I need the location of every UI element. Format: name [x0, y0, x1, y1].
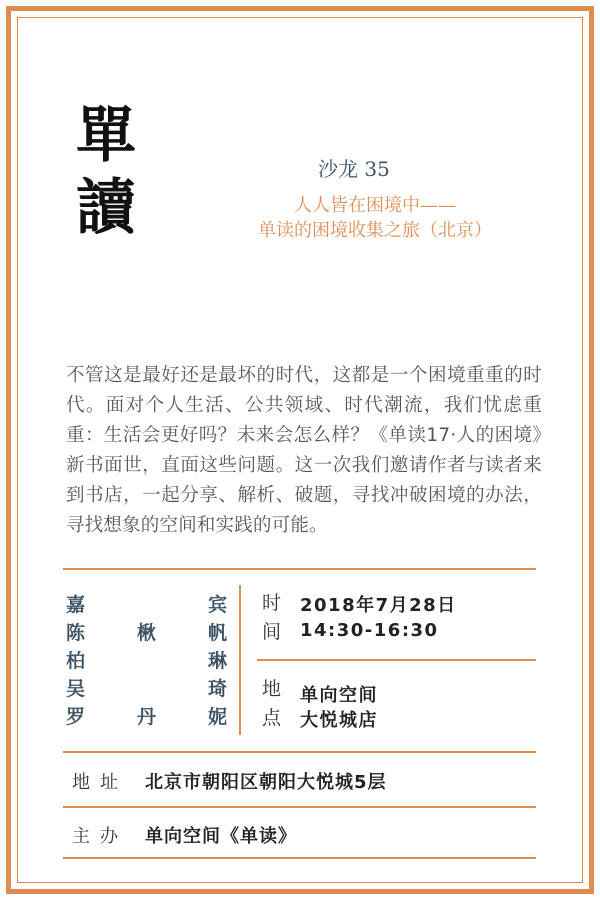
venue-branch: 大悦城店 [300, 710, 378, 731]
organizer-label: 主办 [72, 826, 128, 847]
event-date: 2018年7月28日 [300, 595, 457, 616]
guest-char: 陈 [66, 622, 86, 644]
guest-label [66, 590, 228, 618]
event-title [210, 193, 540, 243]
guest-char: 楸 [137, 622, 157, 644]
time-label [262, 589, 284, 647]
guest-char: 罗 [66, 706, 86, 728]
logo-char-1: 單 [76, 101, 136, 171]
intro-paragraph: 不管这是最好还是最坏的时代，这都是一个困境重重的时代。面对个人生活、公共领域、时代潮流，我们忧虑重重：生活会更好吗？未来会怎么样？《单读17·人的困境》新书面世，直面这些问题。这一次我们邀请作者与读者来到书店，一起分享、解析、破题，寻找冲破困境的办法，寻找想象的空间和实践的可能。 [66, 365, 542, 536]
logo-char-2: 讀 [76, 173, 136, 243]
guest-char: 琦 [208, 678, 228, 700]
organizer-value: 单向空间《单读》 [145, 826, 297, 847]
guest-char: 嘉 [66, 594, 86, 616]
place-label-text: 地点 [262, 678, 282, 729]
guest-char: 宾 [208, 594, 228, 616]
event-hours: 14:30-16:30 [300, 620, 439, 641]
time-label-text: 时间 [262, 592, 282, 643]
divider-address [63, 751, 536, 753]
guest-char: 妮 [208, 706, 228, 728]
guest-char: 吴 [66, 678, 86, 700]
divider-bottom [63, 857, 536, 859]
salon-number: 沙龙 35 [318, 157, 390, 181]
guest-name [66, 674, 228, 702]
address-label: 地址 [72, 772, 128, 793]
guest-name [66, 618, 228, 646]
guest-char: 帆 [208, 622, 228, 644]
guest-list [66, 590, 228, 730]
place-label [262, 675, 284, 733]
guest-char: 琳 [208, 650, 228, 672]
address-value: 北京市朝阳区朝阳大悦城5层 [145, 772, 387, 793]
divider-top [63, 568, 536, 570]
divider-vertical [239, 585, 241, 735]
guest-name [66, 646, 228, 674]
guest-char: 丹 [137, 706, 157, 728]
dandu-logo [76, 100, 146, 244]
guest-name [66, 702, 228, 730]
venue-name: 单向空间 [300, 685, 378, 706]
event-title-line-1: 人人皆在困境中—— [294, 195, 456, 216]
divider-time-place [257, 659, 536, 661]
event-title-line-2: 单读的困境收集之旅（北京） [258, 220, 492, 241]
divider-organizer [63, 806, 536, 808]
guest-char: 柏 [66, 650, 86, 672]
